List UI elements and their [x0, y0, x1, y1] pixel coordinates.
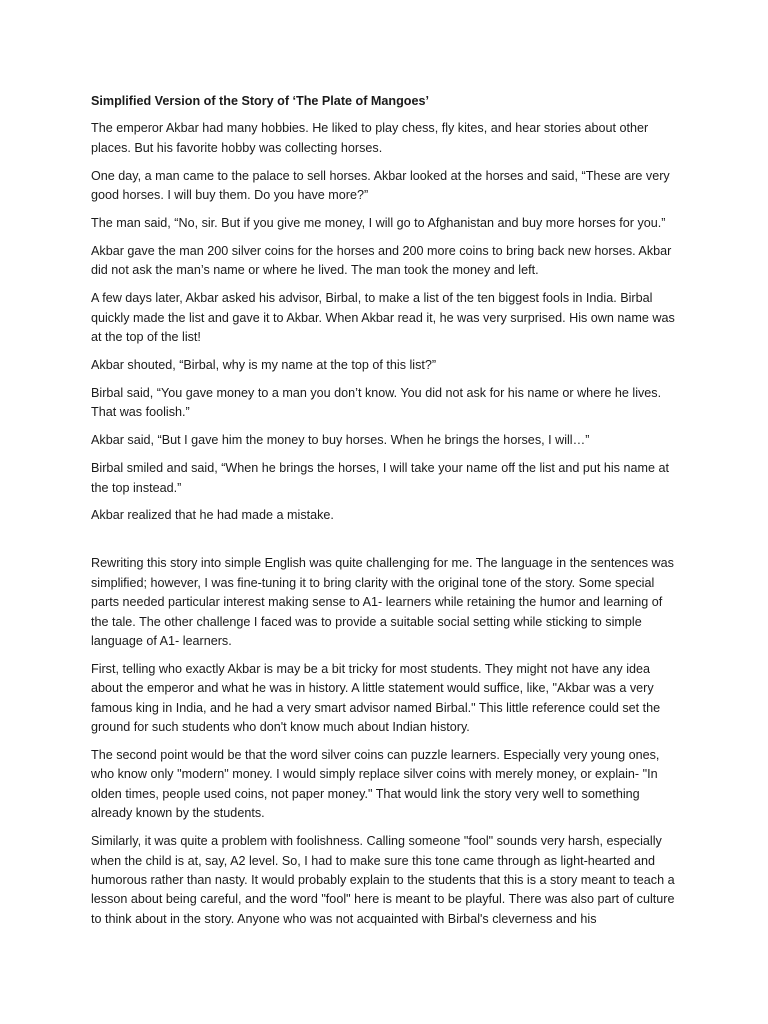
story-paragraph: Akbar gave the man 200 silver coins for the horses and 200 more coins to bring back new horses. Akbar did not ask the man’s name or where he lived. The man took the money and left. [91, 243, 672, 278]
reflection-paragraph: Similarly, it was quite a problem with foolishness. Calling someone "fool" sounds very harsh, especially when the child is at, say, A2 level. So, I had to make sure this tone came through as light-hearted and humorous rather than nasty. It would probably explain to the students that this is a story meant to teach a lesson about being careful, and the word "fool" here is meant to be playful. There was also part of culture to think about in the story. Anyone who was not acquainted with Birbal's cleverness and his [91, 834, 675, 926]
story-paragraph: The man said, “No, sir. But if you give me money, I will go to Afghanistan and buy more horses for you.” [91, 216, 666, 231]
story-paragraph: A few days later, Akbar asked his advisor, Birbal, to make a list of the ten biggest fools in India. Birbal quickly made the list and gave it to Akbar. When Akbar read it, he was very surprised. His own name was at the top of the list! [91, 291, 675, 345]
document-body [91, 92, 681, 938]
section-spacer [91, 534, 681, 554]
story-paragraph: Birbal said, “You gave money to a man you don’t know. You did not ask for his name or where he lives. That was foolish.” [91, 385, 662, 420]
story-paragraph: Birbal smiled and said, “When he brings the horses, I will take your name off the list and put his name at the top instead.” [91, 461, 669, 495]
reflection-paragraph: The second point would be that the word silver coins can puzzle learners. Especially very young ones, who know only "modern" money. I would simply replace silver coins with merely money, or explain- "In olden times, people used coins, not paper money." That would link the story very well to something already known by the students. [91, 747, 660, 821]
story-paragraph: Akbar realized that he had made a mistake. [91, 508, 334, 523]
story-paragraph: One day, a man came to the palace to sell horses. Akbar looked at the horses and said, “These are very good horses. I will buy them. Do you have more?” [91, 168, 670, 203]
reflection-paragraph: Rewriting this story into simple English was quite challenging for me. The language in the sentences was simplified; however, I was fine-tuning it to bring clarity with the original tone of the story. Some special parts needed particular interest making sense to A1- learners while retaining the humor and learning of the tale. The other challenge I faced was to provide a suitable social setting while sticking to simple language of A1- learners. [91, 556, 674, 648]
story-paragraph: The emperor Akbar had many hobbies. He liked to play chess, fly kites, and hear stories about other places. But his favorite hobby was collecting horses. [91, 121, 649, 155]
document-title: Simplified Version of the Story of ‘The Plate of Mangoes’ [91, 94, 429, 108]
story-paragraph: Akbar said, “But I gave him the money to buy horses. When he brings the horses, I will…” [91, 433, 590, 448]
story-paragraph: Akbar shouted, “Birbal, why is my name at the top of this list?” [91, 357, 437, 372]
reflection-paragraph: First, telling who exactly Akbar is may be a bit tricky for most students. They might not have any idea about the emperor and what he was in history. A little statement would suffice, like, "Akbar was a very famous king in India, and he had a very smart advisor named Birbal." This little reference could set the ground for such students who don't know much about Indian history. [91, 661, 661, 735]
